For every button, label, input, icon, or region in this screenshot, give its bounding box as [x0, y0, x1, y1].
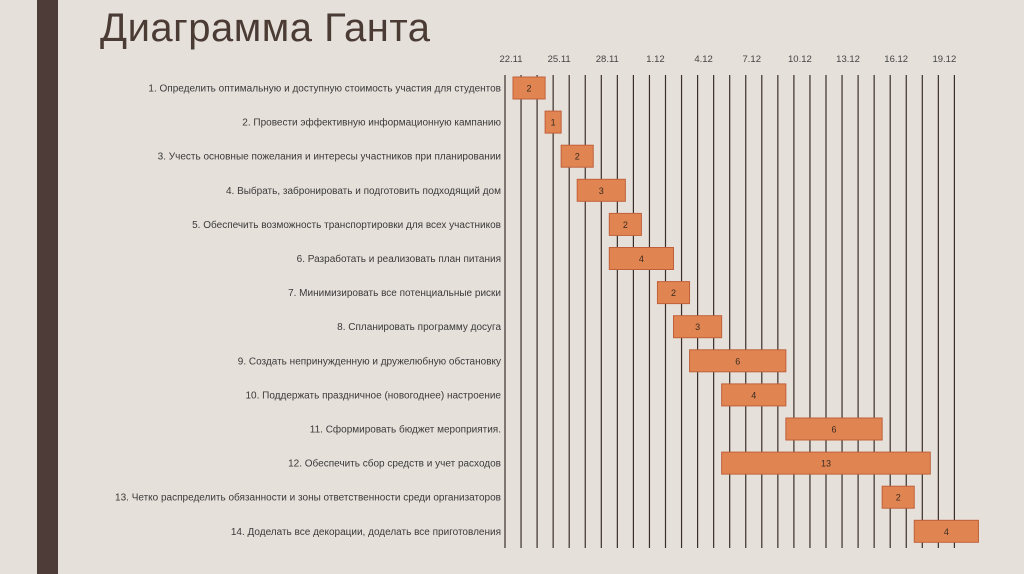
task-label: 12. Обеспечить сбор средств и учет расходов — [288, 458, 501, 470]
date-ticks — [499, 54, 956, 65]
task-label: 10. Поддержать праздничное (новогоднее) настроение — [245, 390, 501, 402]
task-duration-label: 2 — [622, 219, 628, 230]
task-label: 8. Спланировать программу досуга — [337, 322, 501, 334]
task-duration-label: 2 — [574, 151, 580, 162]
date-tick-label: 19.12 — [932, 54, 957, 65]
date-tick-label: 4.12 — [694, 54, 713, 65]
task-duration-label: 3 — [598, 185, 604, 196]
task-duration-label: 6 — [735, 356, 741, 367]
date-tick-label: 28.11 — [595, 54, 619, 65]
task-duration-label: 1 — [550, 117, 556, 128]
task-label: 6. Разработать и реализовать план питания — [296, 254, 501, 265]
task-label: 1. Определить оптимальную и доступную стоимость участия для студентов — [148, 83, 501, 95]
task-label: 5. Обеспечить возможность транспортировки для всех участников — [192, 219, 501, 231]
slide-title: Диаграмма Ганта — [100, 6, 431, 50]
task-label: 11. Сформировать бюджет мероприятия. — [309, 424, 501, 436]
task-duration-label: 6 — [831, 424, 837, 435]
task-duration-label: 2 — [526, 83, 532, 94]
task-duration-label: 2 — [670, 288, 677, 299]
task-label: 2. Провести эффективную информационную кампанию — [242, 117, 501, 129]
task-labels — [115, 84, 501, 538]
task-label: 9. Создать непринужденную и дружелюбную обстановку — [237, 356, 501, 368]
task-duration-label: 3 — [695, 322, 701, 333]
task-label: 4. Выбрать, забронировать и подготовить подходящий дом — [225, 185, 501, 197]
date-tick-label: 22.11 — [499, 54, 523, 65]
date-tick-label: 16.12 — [884, 54, 909, 65]
task-label: 13. Четко распределить обязанности и зоны ответственности среди организаторов — [115, 492, 501, 504]
task-duration-label: 13 — [820, 458, 831, 469]
task-label: 3. Учесть основные пожелания и интересы участников при планировании — [157, 151, 501, 163]
date-tick-label: 10.12 — [788, 54, 812, 65]
task-duration-label: 4 — [638, 254, 644, 264]
task-label: 7. Минимизировать все потенциальные риски — [288, 288, 501, 300]
date-tick-label: 13.12 — [836, 54, 860, 65]
task-duration-label: 2 — [895, 492, 901, 503]
date-tick-label: 7.12 — [742, 54, 761, 65]
date-tick-label: 1.12 — [646, 54, 665, 65]
task-duration-label: 4 — [751, 390, 757, 401]
task-label: 14. Доделать все декорации, доделать все приготовления — [230, 526, 501, 538]
date-tick-label: 25.11 — [547, 54, 571, 65]
task-duration-label: 4 — [943, 526, 949, 537]
